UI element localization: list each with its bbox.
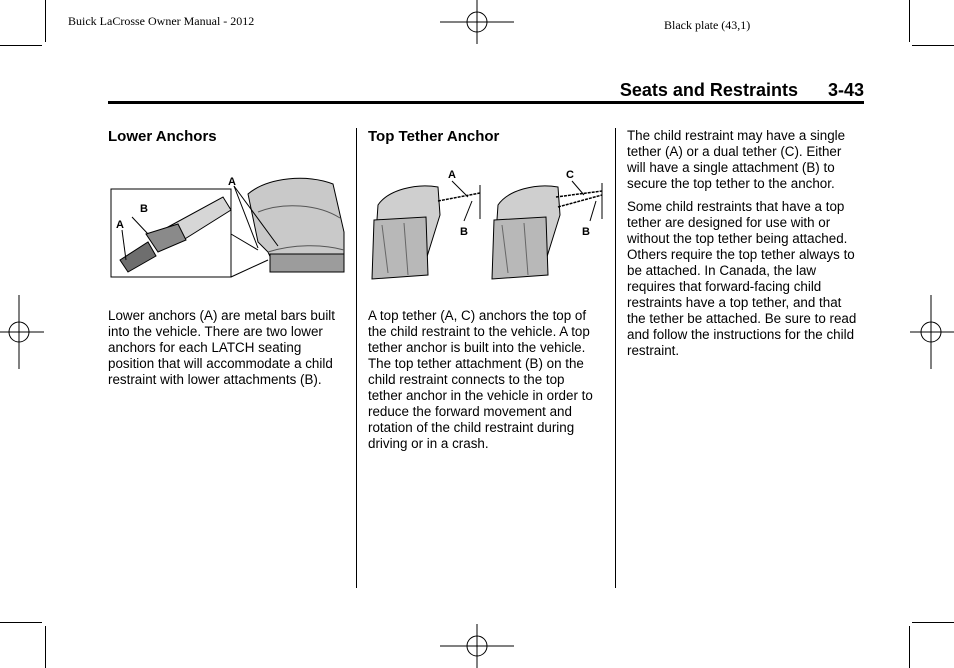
registration-mark-icon: [910, 295, 954, 371]
figure-label: B: [582, 226, 590, 238]
column-top-tether: [368, 128, 606, 146]
column-lower-anchors: [108, 128, 346, 146]
section-title: [620, 80, 864, 101]
crop-mark: [909, 626, 910, 668]
manual-title: Buick LaCrosse Owner Manual - 2012: [68, 14, 255, 28]
figure-label: A: [116, 219, 124, 231]
column-tether-details: [627, 128, 863, 359]
crop-mark: [0, 45, 42, 46]
figure-label: C: [566, 169, 574, 181]
top-tether-illustration: [368, 165, 610, 285]
crop-mark: [909, 0, 910, 42]
lower-anchors-body: [108, 308, 346, 388]
heading-lower-anchors: Lower Anchors: [108, 128, 217, 145]
crop-mark: [912, 45, 954, 46]
paragraph: Some child restraints that have a top tether are designed for use with or without the top tether being attached. Others require the top tether always to be attached. In Canada, the law requires that forward-facing child restraints have a top tether, and that the tether be attached. Be sure to read and follow the instructions for the child restraint.: [627, 199, 857, 358]
plate-info: Black plate (43,1): [664, 18, 751, 32]
figure-label: B: [460, 226, 468, 238]
registration-mark-icon: [440, 0, 516, 48]
registration-mark-icon: [0, 295, 44, 371]
figure-label: A: [228, 176, 236, 188]
crop-mark: [45, 0, 46, 42]
header-rule: [108, 101, 864, 104]
column-divider: [356, 128, 357, 588]
crop-mark: [45, 626, 46, 668]
heading-top-tether-anchor: Top Tether Anchor: [368, 128, 500, 145]
figure-label: B: [140, 203, 148, 215]
paragraph: A top tether (A, C) anchors the top of the child restraint to the vehicle. A top tether anchor is built into the vehicle. The top tether attachment (B) on the child restraint connects to the top tether anchor in the vehicle in order to reduce the forward movement and rotation of the child restraint during driving or in a crash.: [368, 308, 593, 451]
figure-label: A: [448, 169, 456, 181]
crop-mark: [0, 622, 42, 623]
paragraph: Lower anchors (A) are metal bars built into the vehicle. There are two lower anchors for each LATCH seating position that will accommodate a child restraint with lower attachments (B).: [108, 308, 335, 387]
top-tether-body: [368, 308, 602, 452]
lower-anchors-illustration: [108, 172, 348, 282]
paragraph: The child restraint may have a single tether (A) or a dual tether (C). Either will have a single attachment (B) to secure the top tether to the anchor.: [627, 128, 846, 191]
crop-mark: [912, 622, 954, 623]
section-name: Seats and Restraints: [619, 80, 798, 100]
registration-mark-icon: [440, 624, 516, 668]
page-number: 3-43: [827, 80, 864, 100]
column-divider: [615, 128, 616, 588]
section-header: [108, 80, 864, 102]
